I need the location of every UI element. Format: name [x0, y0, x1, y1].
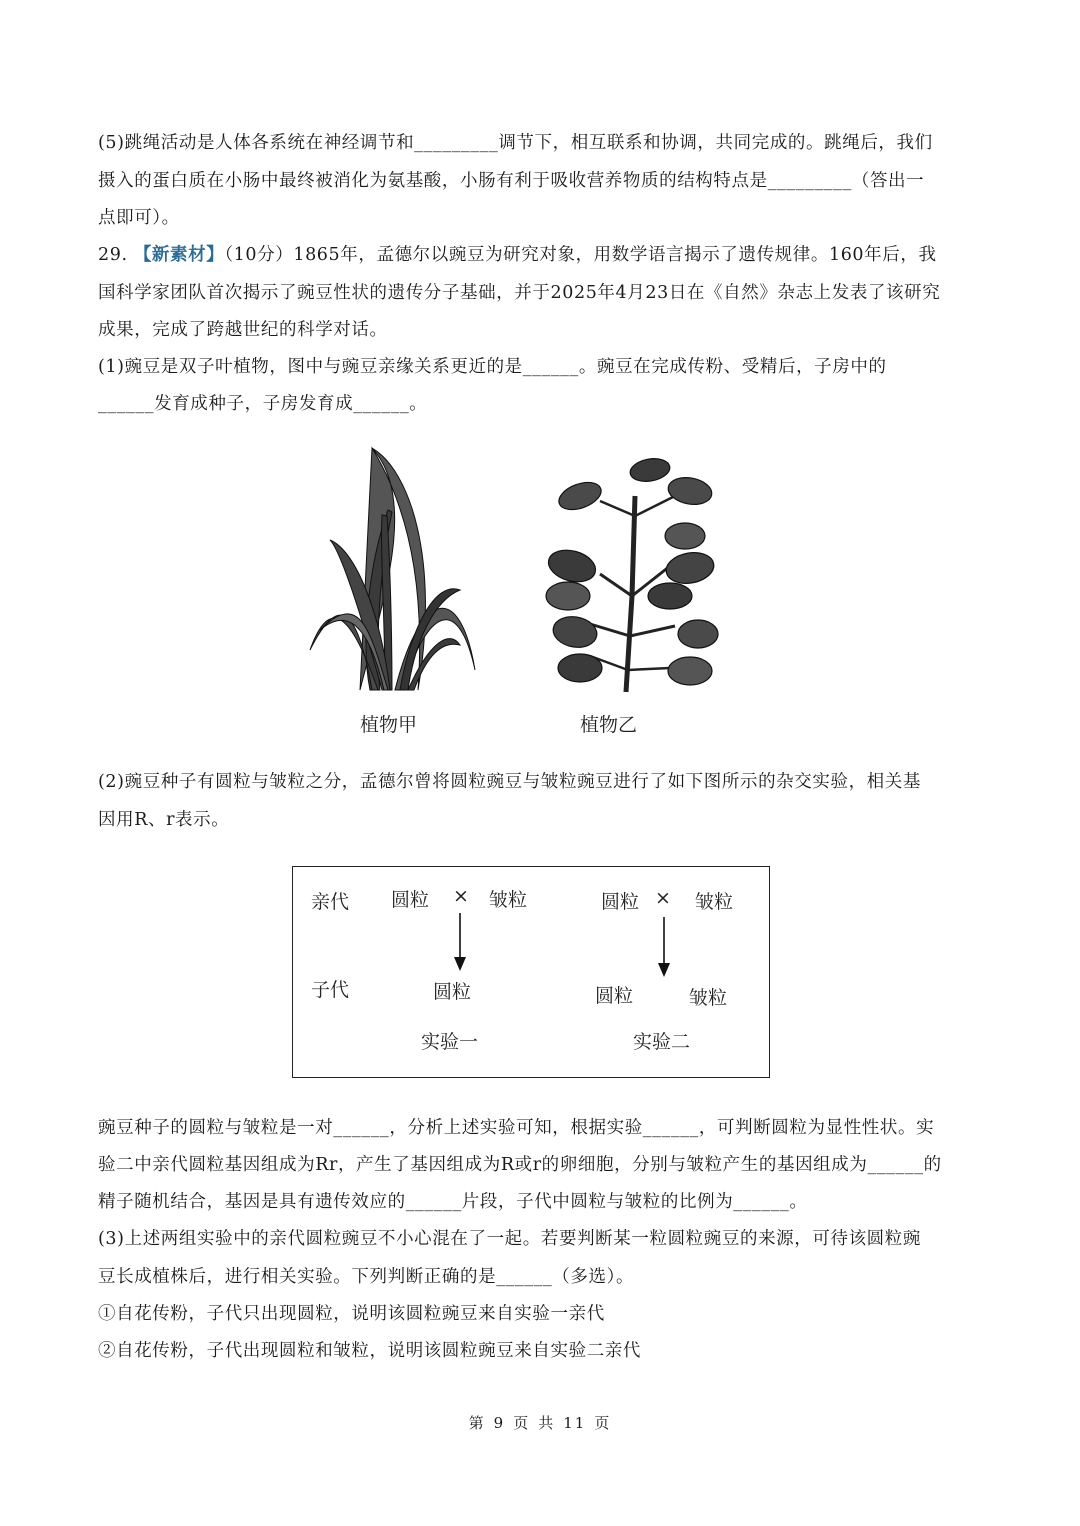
cross-experiment-diagram: [292, 866, 770, 1078]
q29-part3-line-1: (3)上述两组实验中的亲代圆粒豌豆不小心混在了一起。若要判断某一粒圆粒豌豆的来源，可待该圆粒豌: [98, 1229, 921, 1249]
q29-line-2: 国科学家团队首次揭示了豌豆性状的遗传分子基础，并于2025年4月23日在《自然》杂志上发表了该研究: [98, 283, 941, 303]
exp1-arrow-icon: [453, 913, 467, 971]
q29-part2-line-2: 因用R、r表示。: [98, 810, 230, 830]
exp2-offspring-wrinkled: 皱粒: [689, 987, 728, 1009]
plant-b-illustration: [540, 456, 720, 696]
q29-part2-question-line-1: 豌豆种子的圆粒与皱粒是一对______，分析上述实验可知，根据实验______，可判断圆粒为显性性状。实: [98, 1118, 935, 1138]
footer-total-prefix: 共: [538, 1414, 556, 1432]
exp2-cross-symbol: ×: [655, 887, 671, 909]
question-number: 29.: [98, 245, 128, 265]
q28-line-1: (5)跳绳活动是人体各系统在神经调节和_________调节下，相互联系和协调，共同完成的。跳绳后，我们: [98, 133, 933, 153]
exp2-parent-wrinkled: 皱粒: [695, 891, 734, 913]
exp2-parent-round: 圆粒: [601, 891, 640, 913]
new-material-tag: 【新素材】: [133, 245, 225, 265]
exp1-cross-symbol: ×: [453, 885, 469, 907]
footer-suffix: 页: [594, 1414, 612, 1432]
exp1-parent-round: 圆粒: [391, 889, 430, 911]
exp2-offspring-round: 圆粒: [595, 985, 634, 1007]
exp1-offspring-round: 圆粒: [433, 981, 472, 1003]
plant-a-illustration: [300, 440, 480, 695]
q29-option-1: ①自花传粉，子代只出现圆粒，说明该圆粒豌豆来自实验一亲代: [98, 1304, 605, 1324]
q29-part3-line-2: 豆长成植株后，进行相关实验。下列判断正确的是______（多选）。: [98, 1267, 635, 1287]
plant-b-label: 植物乙: [580, 714, 638, 736]
q29-part2-question-line-2: 验二中亲代圆粒基因组成为Rr，产生了基因组成为R或r的卵细胞，分别与皱粒产生的基因组成为______的: [98, 1155, 942, 1175]
total-page-count: 11: [563, 1414, 587, 1432]
q29-option-2: ②自花传粉，子代出现圆粒和皱粒，说明该圆粒豌豆来自实验二亲代: [98, 1341, 641, 1361]
footer-prefix: 第: [468, 1414, 486, 1432]
q29-part2-question-line-3: 精子随机结合，基因是具有遗传效应的______片段，子代中圆粒与皱粒的比例为______。: [98, 1192, 808, 1212]
exp1-parent-wrinkled: 皱粒: [489, 889, 528, 911]
exp2-title: 实验二: [633, 1031, 691, 1053]
offspring-generation-label: 子代: [311, 979, 350, 1001]
page-footer: [0, 1412, 1080, 1433]
q29-part1-line-2: ______发育成种子，子房发育成______。: [98, 394, 428, 414]
q29-line-3: 成果，完成了跨越世纪的科学对话。: [98, 320, 388, 340]
current-page-number: 9: [493, 1414, 506, 1432]
q29-part2-line-1: (2)豌豆种子有圆粒与皱粒之分，孟德尔曾将圆粒豌豆与皱粒豌豆进行了如下图所示的杂交实验，相关基: [98, 772, 921, 792]
q28-line-3: 点即可）。: [98, 208, 180, 228]
exp1-title: 实验一: [421, 1031, 479, 1053]
exp2-arrow-icon: [657, 917, 671, 977]
q28-line-2: 摄入的蛋白质在小肠中最终被消化为氨基酸，小肠有利于吸收营养物质的结构特点是_________（答出一: [98, 171, 925, 191]
footer-page-word: 页: [513, 1414, 531, 1432]
plant-a-label: 植物甲: [360, 714, 418, 736]
q29-intro-text: （10分）1865年，孟德尔以豌豆为研究对象，用数学语言揭示了遗传规律。160年后，我: [224, 245, 937, 265]
parent-generation-label: 亲代: [311, 891, 350, 913]
q29-part1-line-1: (1)豌豆是双子叶植物，图中与豌豆亲缘关系更近的是______。豌豆在完成传粉、受精后，子房中的: [98, 357, 887, 377]
q29-line-1: [98, 243, 937, 267]
